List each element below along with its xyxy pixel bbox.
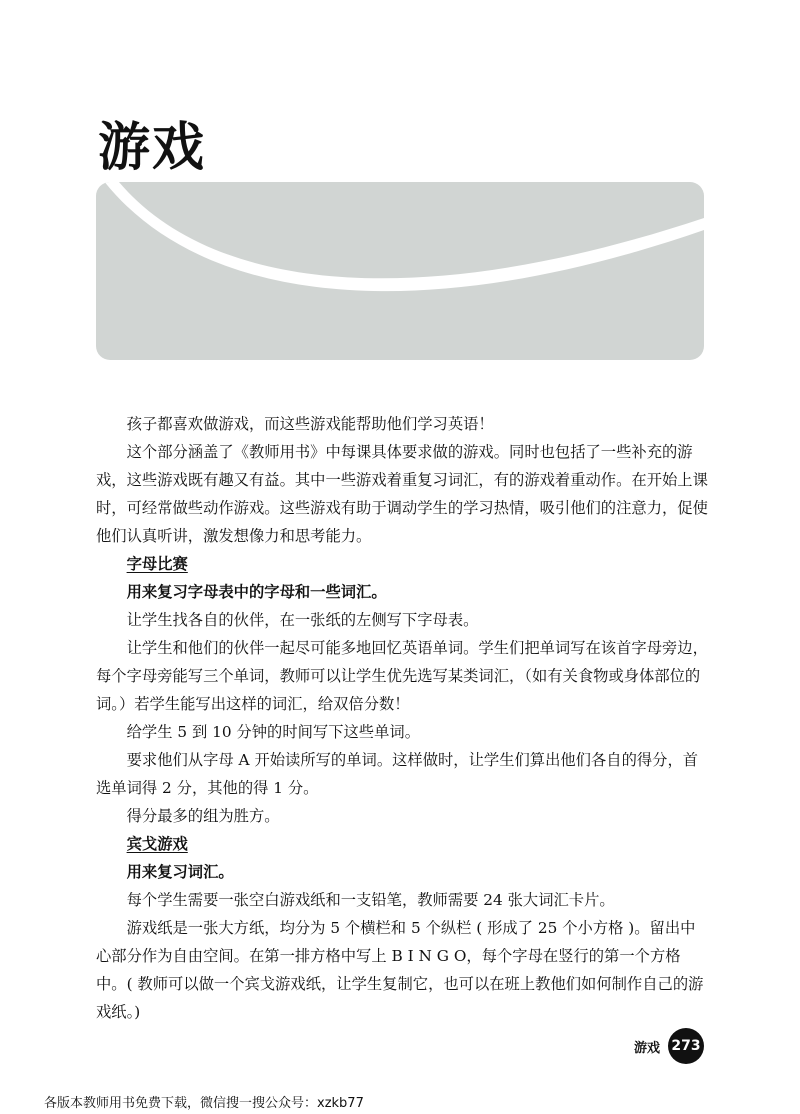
section-heading-bingo: 宾戈游戏 xyxy=(126,835,188,853)
paragraph: 给学生 5 到 10 分钟的时间写下这些单词。 xyxy=(126,723,420,741)
page-title: 游戏 xyxy=(98,118,207,178)
page-number-badge: 273 xyxy=(668,1028,704,1064)
watermark-text: 各版本教师用书免费下载，微信搜一搜公众号：xzkb77 xyxy=(44,1096,364,1111)
page-footer xyxy=(634,1028,704,1064)
body-content xyxy=(96,410,708,1026)
section-purpose-bingo: 用来复习词汇。 xyxy=(126,863,234,881)
intro-paragraph: 孩子都喜欢做游戏，而这些游戏能帮助他们学习英语！ xyxy=(126,415,494,433)
paragraph: 得分最多的组为胜方。 xyxy=(126,807,280,825)
banner-graphic xyxy=(96,182,704,360)
title-banner xyxy=(96,182,704,360)
section-heading-alphabet-race: 字母比赛 xyxy=(126,555,188,573)
paragraph: 每个学生需要一张空白游戏纸和一支铅笔，教师需要 24 张大词汇卡片。 xyxy=(126,891,615,909)
footer-section-label: 游戏 xyxy=(633,1040,660,1056)
overview-paragraph: 这个部分涵盖了《教师用书》中每课具体要求做的游戏。同时也包括了一些补充的游戏，这些游戏既有趣又有益。其中一些游戏着重复习词汇，有的游戏着重动作。在开始上课时，可经常做些动作游戏。这些游戏有助于调动学生的学习热情，吸引他们的注意力，促使他们认真听讲，激发想像力和思考能力。 xyxy=(96,443,708,545)
section-purpose-alphabet-race: 用来复习字母表中的字母和一些词汇。 xyxy=(126,583,387,601)
paragraph: 让学生找各自的伙伴，在一张纸的左侧写下字母表。 xyxy=(126,611,479,629)
paragraph: 让学生和他们的伙伴一起尽可能多地回忆英语单词。学生们把单词写在该首字母旁边，每个字母旁能写三个单词，教师可以让学生优先选写某类词汇，（如有关食物或身体部位的词。）若学生能写出这样的词汇，给双倍分数！ xyxy=(96,639,708,713)
paragraph: 要求他们从字母 A 开始读所写的单词。这样做时，让学生们算出他们各自的得分，首选单词得 2 分，其他的得 1 分。 xyxy=(96,751,699,797)
paragraph: 游戏纸是一张大方纸，均分为 5 个横栏和 5 个纵栏 ( 形成了 25 个小方格 )。留出中心部分作为自由空间。在第一排方格中写上 B I N G O，每个字母在竖行的第一个方格中。( 教师可以做一个宾戈游戏纸，让学生复制它，也可以在班上教他们如何制作自己的游戏纸。) xyxy=(96,919,704,1021)
